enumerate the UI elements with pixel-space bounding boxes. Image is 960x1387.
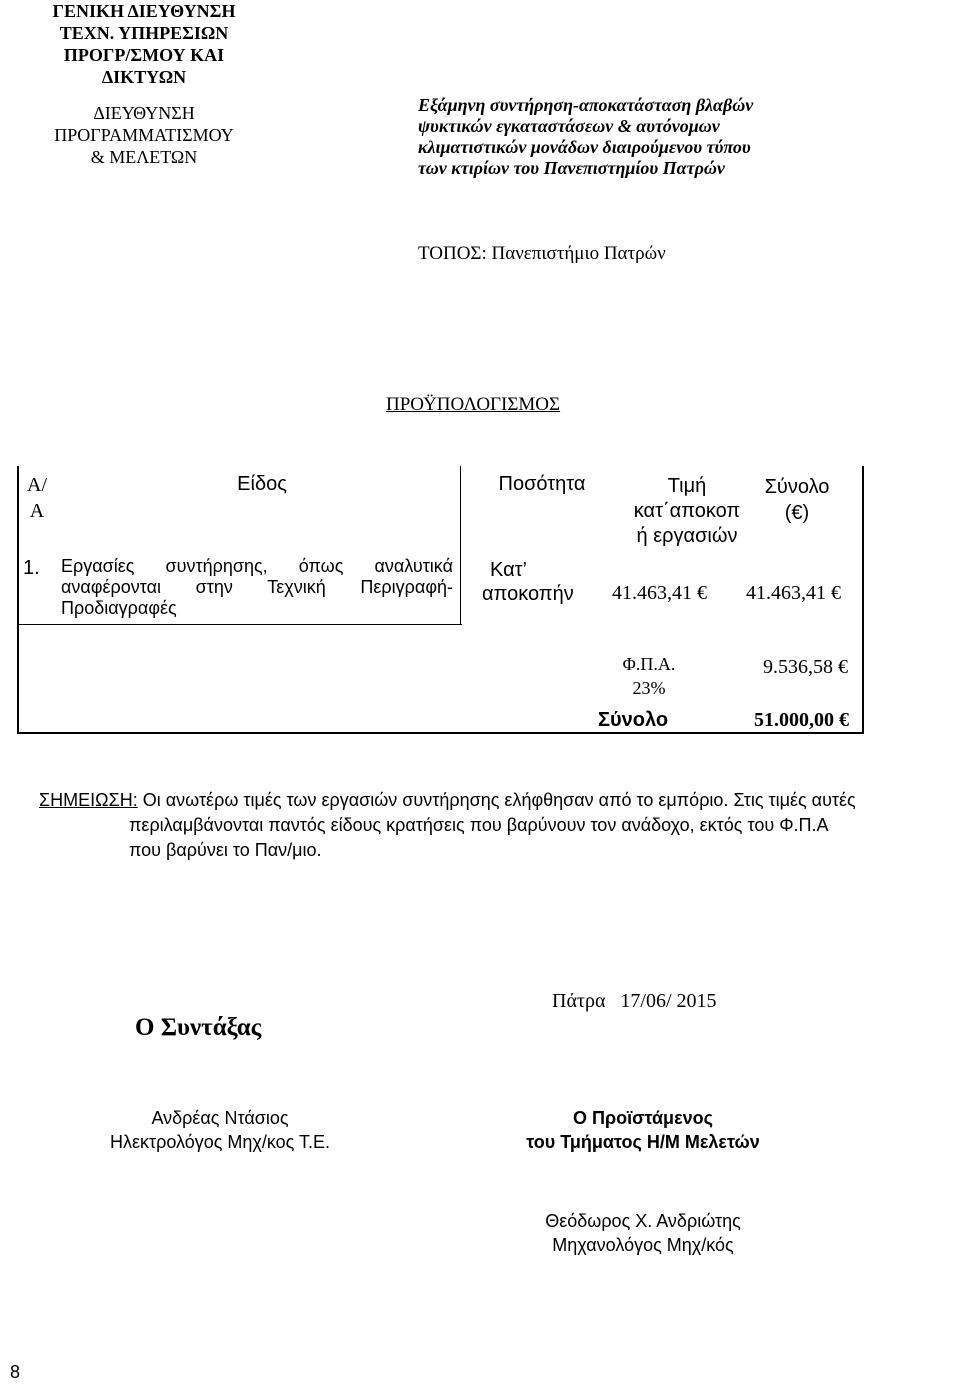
authority-line: ΓΕΝΙΚΗ ΔΙΕΥΘΥΝΣΗ <box>52 1 236 21</box>
authority-line: ΔΙΚΤΥΩΝ <box>101 67 187 87</box>
page-number: 8 <box>10 1362 21 1382</box>
row-number: 1. <box>23 557 40 579</box>
row-unit-price: 41.463,41 € <box>612 582 707 604</box>
vat-label: Φ.Π.Α. 23% <box>622 654 676 698</box>
signature-name: Θεόδωρος Χ. Ανδριώτης <box>545 1211 741 1231</box>
row-item: Εργασίες συντήρησης, όπως αναλυτικά αναφέρονται στην Τεχνική Περιγραφή- Προδιαγραφές <box>61 556 453 618</box>
signature-right-name <box>478 1209 808 1257</box>
signature-role: Ηλεκτρολόγος Μηχ/κος Τ.Ε. <box>109 1132 331 1152</box>
department-line: ΔΙΕΥΘΥΝΣΗ <box>93 103 195 123</box>
row-quantity: Κατ’ αποκοπήν <box>482 559 574 605</box>
project-title <box>418 95 858 179</box>
note-text: περιλαμβάνονται παντός είδους κρατήσεις που βαρύνουν τον ανάδοχο, εκτός του Φ.Π.Α <box>129 815 829 835</box>
project-title-line: ψυκτικών εγκαταστάσεων & αυτόνομων <box>418 116 720 136</box>
department-line: ΠΡΟΓΡΑΜΜΑΤΙΣΜΟΥ <box>54 125 234 145</box>
note-text: που βαρύνει το Παν/μιο. <box>129 840 322 860</box>
header-total: Σύνολο (€) <box>764 476 830 524</box>
composer-title: Ο Συντάξας <box>135 1014 262 1041</box>
department-line: & ΜΕΛΕΤΩΝ <box>90 147 198 167</box>
note <box>39 788 929 863</box>
signature-name: Ανδρέας Ντάσιος <box>151 1108 289 1128</box>
note-text: Οι ανωτέρω τιμές των εργασιών συντήρησης ελήφθησαν από το εμπόριο. Στις τιμές αυτές <box>142 790 856 810</box>
signature-right-title: Ο Προϊστάμενος του Τμήματος Η/Μ Μελετών <box>526 1108 760 1152</box>
project-title-line: κλιματιστικών μονάδων διαιρούμενου τύπου <box>418 137 751 157</box>
grand-total-label: Σύνολο <box>598 709 669 731</box>
signature-role: Μηχανολόγος Μηχ/κός <box>552 1235 734 1255</box>
row-total: 41.463,41 € <box>746 582 841 604</box>
note-label: ΣΗΜΕΙΩΣΗ: <box>39 790 138 810</box>
budget-heading: ΠΡΟΫΠΟΛΟΓΙΣΜΟΣ <box>386 394 561 415</box>
header-unit-price: Τιμή κατ΄αποκοπ ή εργασιών <box>633 475 741 547</box>
vat-value: 9.536,58 € <box>763 656 848 678</box>
grand-total-value: 51.000,00 € <box>754 709 849 731</box>
header-aa: Α/ Α <box>27 474 47 522</box>
header-quantity: Ποσότητα <box>498 473 586 495</box>
authority-line: ΠΡΟΓΡ/ΣΜΟΥ ΚΑΙ <box>63 45 225 65</box>
budget-table <box>17 466 862 734</box>
signature-left <box>60 1106 380 1154</box>
authority-line: ΤΕΧΝ. ΥΠΗΡΕΣΙΩΝ <box>59 23 229 43</box>
place-date: Πάτρα 17/06/ 2015 <box>552 990 717 1012</box>
project-title-line: Εξάμηνη συντήρηση-αποκατάσταση βλαβών <box>418 95 754 115</box>
project-title-line: των κτιρίων του Πανεπιστημίου Πατρών <box>418 158 725 178</box>
location: ΤΟΠΟΣ: Πανεπιστήμιο Πατρών <box>418 243 666 264</box>
header-item: Είδος <box>237 473 287 495</box>
issuing-authority <box>24 0 264 168</box>
